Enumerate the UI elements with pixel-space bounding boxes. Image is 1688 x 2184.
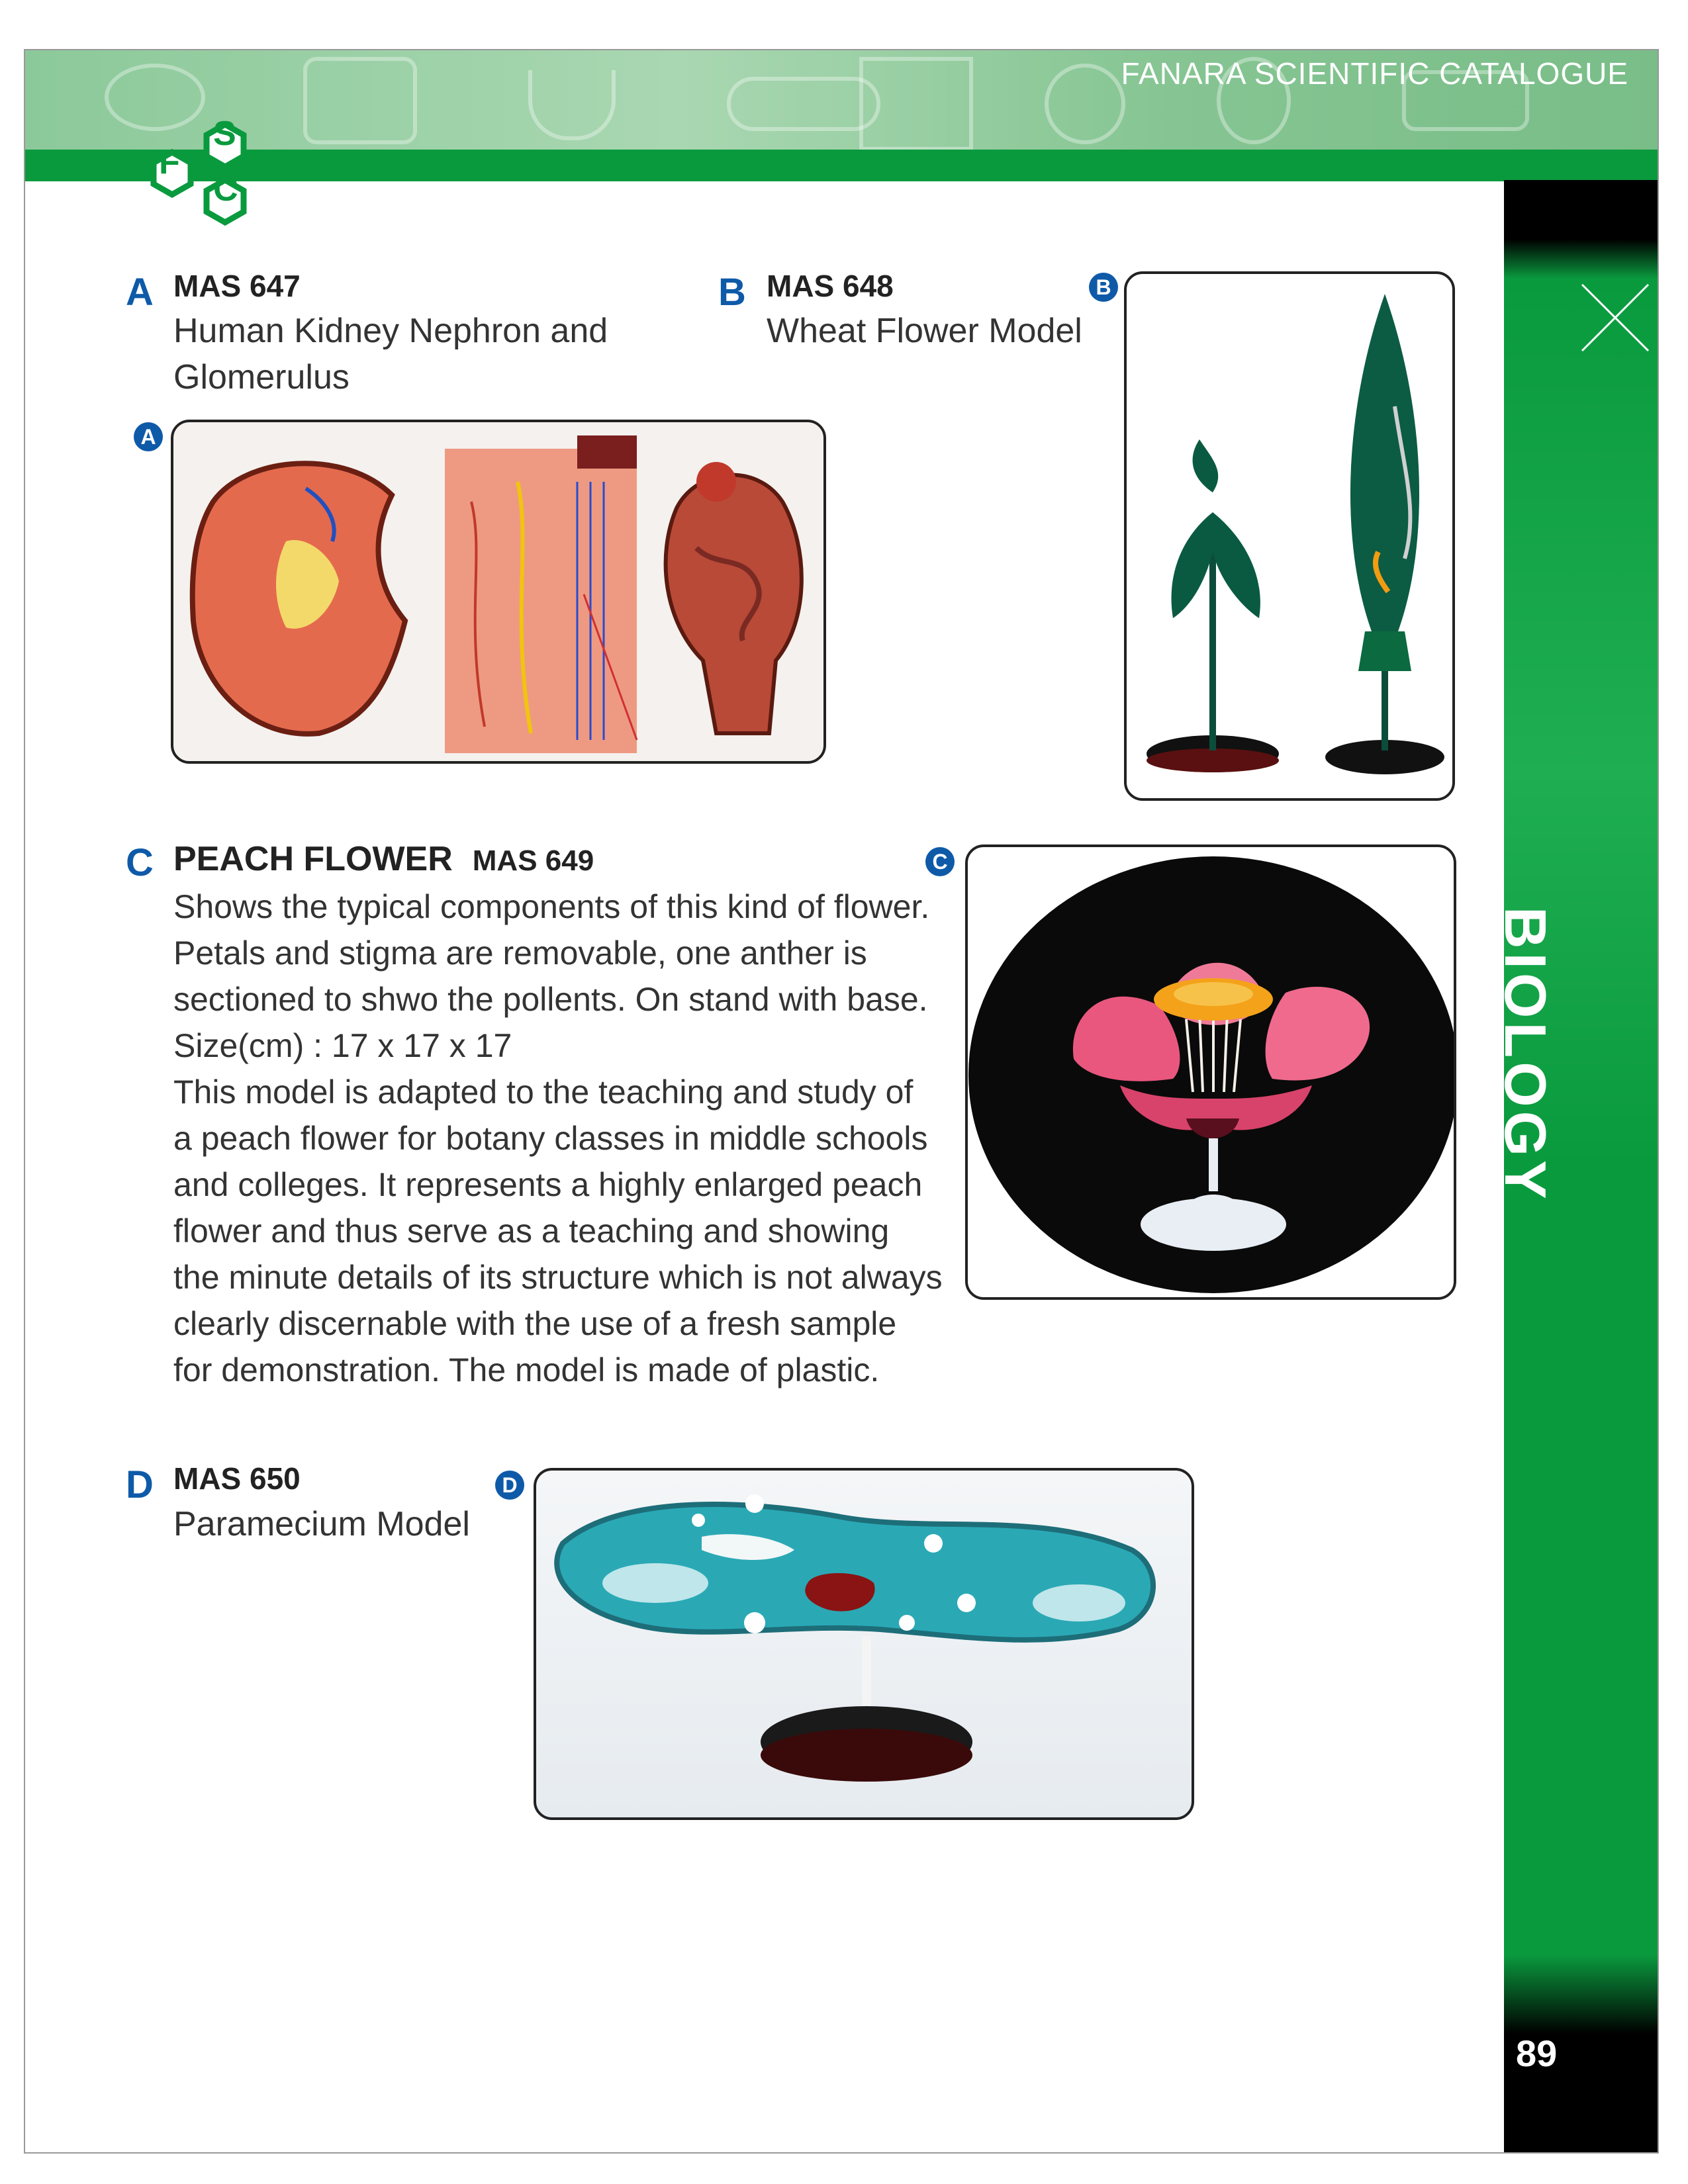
description-line: flower and thus serve as a teaching and showing xyxy=(173,1212,890,1250)
item-a-name-line1: Human Kidney Nephron and xyxy=(173,312,608,350)
item-d-name: Paramecium Model xyxy=(173,1505,470,1543)
fsc-logo xyxy=(126,106,271,238)
description-line: a peach flower for botany classes in middle schools xyxy=(173,1120,928,1157)
item-b-name: Wheat Flower Model xyxy=(767,312,1082,350)
description-line: Petals and stigma are removable, one anther is xyxy=(173,934,867,972)
description-line: the minute details of its structure which is not always xyxy=(173,1259,943,1296)
item-c-title xyxy=(173,839,594,879)
item-a-name-line2: Glomerulus xyxy=(173,358,350,396)
peach-flower-model-photo xyxy=(965,844,1456,1300)
cross-mark-icon xyxy=(1575,278,1655,357)
item-d-letter: D xyxy=(126,1463,154,1506)
paramecium-model-photo xyxy=(534,1468,1194,1820)
description-line: clearly discernable with the use of a fresh sample xyxy=(173,1305,897,1342)
item-d-badge: D xyxy=(495,1471,524,1500)
item-c-badge: C xyxy=(925,847,955,876)
item-b-letter: B xyxy=(718,271,746,314)
description-line: for demonstration. The model is made of plastic. xyxy=(173,1351,880,1388)
description-line: sectioned to shwo the pollents. On stand with base. xyxy=(173,981,928,1018)
wheat-flower-model-photo xyxy=(1124,271,1455,801)
logo-letter-f: F xyxy=(159,143,180,181)
item-a-letter: A xyxy=(126,271,154,314)
item-b-badge: B xyxy=(1089,273,1118,302)
description-line: Shows the typical components of this kind of flower. xyxy=(173,888,930,925)
item-d-code: MAS 650 xyxy=(173,1461,301,1496)
kidney-model-photo xyxy=(171,420,826,764)
page-number: 89 xyxy=(1516,2032,1558,2074)
section-label: BIOLOGY xyxy=(1493,907,1558,1203)
catalogue-title: FANARA SCIENTIFIC CATALOGUE xyxy=(1121,56,1628,91)
item-a-code: MAS 647 xyxy=(173,269,301,303)
item-c-name: PEACH FLOWER xyxy=(173,840,453,878)
description-line: This model is adapted to the teaching and study of xyxy=(173,1073,914,1111)
description-line: and colleges. It represents a highly enlarged peach xyxy=(173,1166,923,1203)
item-c-code: MAS 649 xyxy=(472,844,594,877)
logo-letter-c: C xyxy=(213,170,238,208)
item-a-badge: A xyxy=(134,422,163,451)
item-c-letter: C xyxy=(126,841,154,884)
logo-letter-s: S xyxy=(213,114,236,153)
item-c-description xyxy=(173,884,955,1393)
item-b-code: MAS 648 xyxy=(767,269,894,303)
description-line: Size(cm) : 17 x 17 x 17 xyxy=(173,1027,512,1064)
